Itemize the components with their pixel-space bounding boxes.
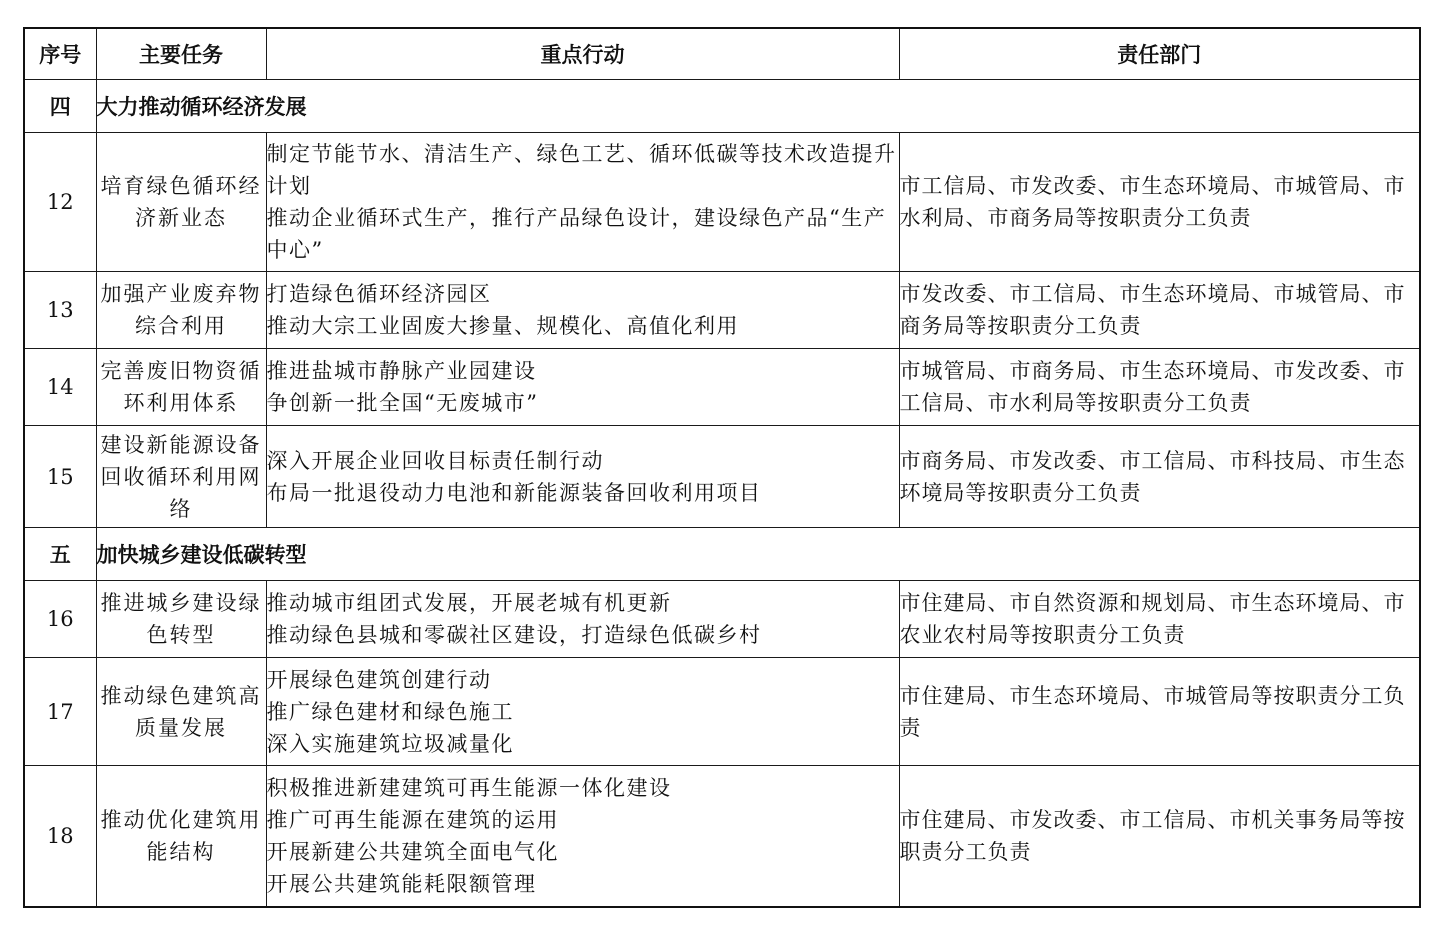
header-dept: 责任部门 <box>899 28 1420 80</box>
row-task: 加强产业废弃物综合利用 <box>96 272 266 349</box>
action-line: 制定节能节水、清洁生产、绿色工艺、循环低碳等技术改造提升计划 <box>266 142 897 198</box>
section-title: 大力推动循环经济发展 <box>96 80 1420 133</box>
table-row <box>24 133 1420 272</box>
row-actions <box>266 581 899 658</box>
section-no: 四 <box>24 80 96 133</box>
row-no: 18 <box>24 766 96 907</box>
row-task: 建设新能源设备回收循环利用网络 <box>96 426 266 528</box>
row-no: 12 <box>24 133 96 272</box>
row-actions <box>266 133 899 272</box>
row-actions <box>266 426 899 528</box>
row-dept: 市住建局、市自然资源和规划局、市生态环境局、市农业农村局等按职责分工负责 <box>899 581 1420 658</box>
action-line: 推动绿色县城和零碳社区建设，打造绿色低碳乡村 <box>266 623 762 647</box>
action-line: 深入开展企业回收目标责任制行动 <box>266 448 604 473</box>
row-task: 推动优化建筑用能结构 <box>96 766 266 907</box>
action-line: 布局一批退役动力电池和新能源装备回收利用项目 <box>266 480 762 505</box>
row-dept: 市住建局、市发改委、市工信局、市机关事务局等按职责分工负责 <box>899 766 1420 907</box>
row-task: 培育绿色循环经济新业态 <box>96 133 266 272</box>
row-no: 15 <box>24 426 96 528</box>
action-line: 打造绿色循环经济园区 <box>266 282 492 306</box>
section-no: 五 <box>24 528 96 581</box>
header-task: 主要任务 <box>96 28 266 80</box>
row-no: 17 <box>24 658 96 766</box>
section-title: 加快城乡建设低碳转型 <box>96 528 1420 581</box>
row-no: 14 <box>24 349 96 426</box>
table-row <box>24 272 1420 349</box>
row-dept: 市工信局、市发改委、市生态环境局、市城管局、市水利局、市商务局等按职责分工负责 <box>899 133 1420 272</box>
row-task: 推动绿色建筑高质量发展 <box>96 658 266 766</box>
table-row <box>24 766 1420 907</box>
header-no: 序号 <box>24 28 96 80</box>
action-line: 推动城市组团式发展，开展老城有机更新 <box>266 591 672 615</box>
table-row <box>24 426 1420 528</box>
row-task: 完善废旧物资循环利用体系 <box>96 349 266 426</box>
row-no: 13 <box>24 272 96 349</box>
row-actions <box>266 272 899 349</box>
action-line: 推动企业循环式生产，推行产品绿色设计，建设绿色产品“生产中心” <box>266 206 887 262</box>
action-line: 深入实施建筑垃圾减量化 <box>266 731 514 756</box>
row-task: 推进城乡建设绿色转型 <box>96 581 266 658</box>
section-row <box>24 80 1420 133</box>
row-dept: 市商务局、市发改委、市工信局、市科技局、市生态环境局等按职责分工负责 <box>899 426 1420 528</box>
table-row <box>24 658 1420 766</box>
task-table <box>23 27 1421 908</box>
row-dept: 市住建局、市生态环境局、市城管局等按职责分工负责 <box>899 658 1420 766</box>
action-line: 争创新一批全国“无废城市” <box>266 391 539 415</box>
table-row <box>24 581 1420 658</box>
row-no: 16 <box>24 581 96 658</box>
table-row <box>24 349 1420 426</box>
row-actions <box>266 766 899 907</box>
section-row <box>24 528 1420 581</box>
action-line: 开展绿色建筑创建行动 <box>266 667 492 692</box>
action-line: 积极推进新建建筑可再生能源一体化建设 <box>266 775 672 800</box>
action-line: 推广绿色建材和绿色施工 <box>266 699 514 724</box>
row-dept: 市城管局、市商务局、市生态环境局、市发改委、市工信局、市水利局等按职责分工负责 <box>899 349 1420 426</box>
action-line: 推广可再生能源在建筑的运用 <box>266 807 559 832</box>
action-line: 开展新建公共建筑全面电气化 <box>266 839 559 864</box>
action-line: 推动大宗工业固废大掺量、规模化、高值化利用 <box>266 314 739 338</box>
action-line: 推进盐城市静脉产业园建设 <box>266 359 537 383</box>
action-line: 开展公共建筑能耗限额管理 <box>266 871 537 896</box>
header-action: 重点行动 <box>266 28 899 80</box>
row-dept: 市发改委、市工信局、市生态环境局、市城管局、市商务局等按职责分工负责 <box>899 272 1420 349</box>
row-actions <box>266 658 899 766</box>
header-row <box>24 28 1420 80</box>
row-actions <box>266 349 899 426</box>
